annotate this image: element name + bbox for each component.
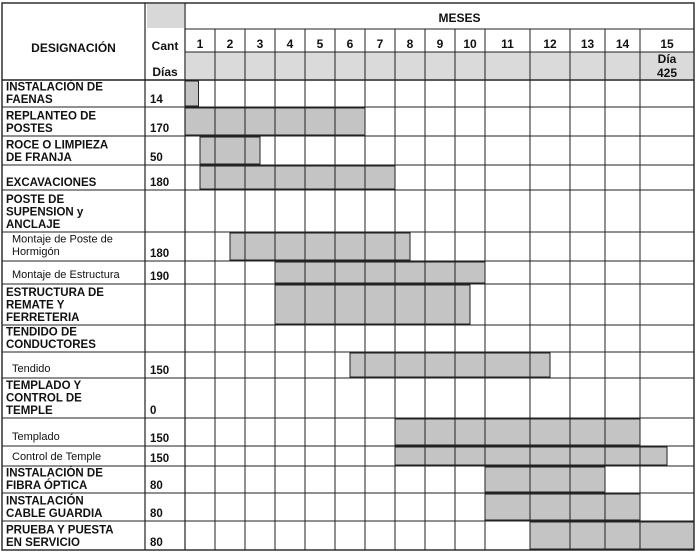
task-bar: [395, 447, 667, 465]
task-bar: [275, 285, 470, 324]
task-days: 0: [150, 405, 157, 417]
month-label: 1: [196, 37, 204, 51]
month-label: 9: [436, 37, 444, 51]
task-bar: [230, 233, 410, 260]
task-bar: [485, 494, 640, 520]
task-label: INSTALACIÓN DE: [6, 81, 103, 94]
task-label: INSTALACIÓN DE: [6, 467, 103, 480]
task-label: ESTRUCTURA DE: [6, 287, 104, 299]
task-label: FAENAS: [6, 94, 53, 106]
task-label: POSTES: [6, 123, 53, 135]
dias-header: Días: [152, 65, 178, 79]
month-label: 5: [316, 37, 324, 51]
task-bar: [200, 137, 260, 164]
final-day-value: 425: [656, 66, 678, 80]
month-label: 10: [463, 37, 477, 51]
task-label: CONTROL DE: [6, 392, 82, 405]
days-row-shade: [186, 52, 693, 79]
task-label: FERRETERIA: [6, 312, 80, 324]
task-label: CONDUCTORES: [6, 339, 96, 351]
task-label: EXCAVACIONES: [6, 177, 97, 189]
task-label: Montaje de Estructura: [12, 269, 120, 281]
task-label: TEMPLADO Y: [6, 380, 82, 392]
header-cant-shade: [147, 4, 184, 28]
task-label: REMATE Y: [6, 299, 65, 312]
task-days: 150: [150, 365, 170, 377]
month-label: 15: [660, 37, 674, 51]
task-days: 150: [150, 453, 170, 465]
task-bar: [350, 353, 550, 377]
task-days: 180: [150, 248, 170, 260]
task-days: 80: [150, 508, 163, 520]
task-label: Tendido: [12, 363, 51, 375]
task-bar: [275, 262, 485, 283]
month-label: 4: [286, 37, 294, 51]
task-days: 180: [150, 177, 170, 189]
task-days: 80: [150, 480, 163, 492]
month-label: 11: [501, 37, 514, 51]
task-days: 190: [150, 271, 170, 283]
month-label: 13: [580, 37, 595, 51]
month-label: 3: [256, 37, 264, 51]
task-days: 170: [150, 123, 170, 135]
task-label: Control de Temple: [12, 451, 102, 463]
task-label: Templado: [12, 431, 60, 443]
task-label: FIBRA ÓPTICA: [6, 480, 88, 492]
meses-header: MESES: [438, 11, 481, 25]
final-day-label: Día: [657, 52, 677, 66]
month-label: 2: [226, 37, 234, 51]
month-label: 6: [346, 37, 354, 51]
task-bar: [530, 522, 694, 549]
task-bar: [200, 166, 395, 189]
task-label: TEMPLE: [6, 405, 53, 417]
task-label: TENDIDO DE: [6, 326, 77, 339]
task-label: ROCE O LIMPIEZA: [6, 139, 109, 152]
month-label: 7: [376, 37, 384, 51]
designation-header: DESIGNACIÓN: [31, 41, 116, 55]
task-days: 50: [150, 152, 163, 164]
task-label: DE FRANJA: [6, 152, 72, 164]
task-label: CABLE GUARDIA: [6, 508, 103, 520]
task-label: SUPENSION y: [6, 206, 84, 219]
month-label: 12: [543, 37, 557, 51]
task-days: 150: [150, 433, 170, 445]
task-label: POSTE DE: [6, 194, 65, 206]
task-label: PRUEBA Y PUESTA: [6, 524, 114, 537]
task-days: 80: [150, 537, 163, 549]
cant-header: Cant: [151, 39, 179, 53]
task-label: EN SERVICIO: [6, 537, 80, 549]
task-days: 14: [150, 94, 163, 106]
task-bar: [485, 467, 605, 492]
task-label: Montaje de Poste de: [12, 233, 113, 246]
month-label: 14: [615, 37, 630, 51]
task-label: Hormigón: [12, 246, 60, 258]
task-bar: [185, 81, 199, 106]
task-label: REPLANTEO DE: [6, 110, 97, 123]
task-label: ANCLAJE: [6, 219, 61, 231]
task-label: INSTALACIÓN: [6, 495, 84, 508]
month-label: 8: [406, 37, 414, 51]
task-bar: [395, 419, 640, 445]
